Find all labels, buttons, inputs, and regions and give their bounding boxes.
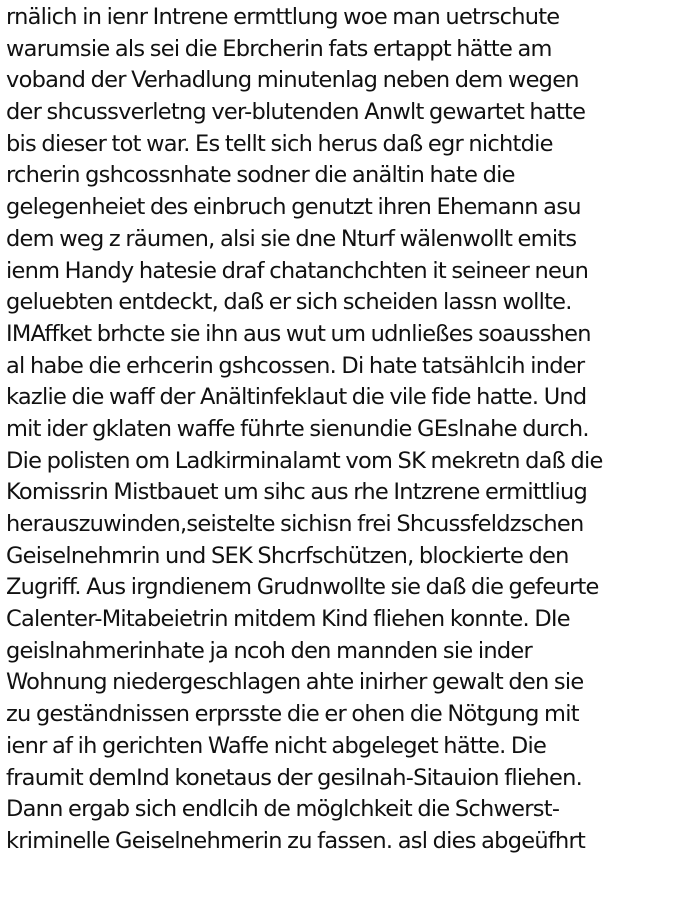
text-line: dem weg z räumen, alsi sie dne Nturf wälenwollt emits [6, 225, 577, 252]
text-line: al habe die erhcerin gshcossen. Di hate tatsählcih inder [6, 352, 585, 379]
text-line: ienr af ih gerichten Waffe nicht abgeleget hätte. Die [6, 732, 547, 759]
text-line: mit ider gklaten waffe führte sienundie GEslnahe durch. [6, 415, 589, 442]
text-line: Dann ergab sich endlcih de möglchkeit die Schwerst- [6, 796, 560, 823]
text-line: geislnahmerinhate ja ncoh den mannden sie inder [6, 637, 532, 664]
text-line: ienm Handy hatesie draf chatanchchten it seineer neun [6, 257, 589, 284]
text-line: der shcussverletng ver-blutenden Anwlt gewartet hatte [6, 99, 586, 126]
text-line: rnälich in ienr Intrene ermttlung woe man uetrschute [6, 4, 560, 30]
text-line: zu geständnissen erprsste die er ohen die Nötgung mit [6, 701, 579, 728]
text-line: herauszuwinden,seistelte sichisn frei Shcussfeldzschen [6, 511, 584, 537]
text-line: Zugriff. Aus irgndienem Grudnwollte sie daß die gefeurte [6, 574, 599, 601]
text-line: Komissrin Mistbauet um sihc aus rhe Intzrene ermittliug [6, 479, 588, 506]
text-line: IMAffket brhcte sie ihn aus wut um udnließes soausshen [6, 320, 591, 347]
text-line: bis dieser tot war. Es tellt sich herus daß egr nichtdie [6, 130, 553, 157]
text-line: Wohnung niedergeschlagen ahte inirher gewalt den sie [6, 669, 584, 696]
text-line: Die polisten om Ladkirminalamt vom SK mekretn daß die [6, 447, 603, 474]
text-line: gelegenheiet des einbruch genutzt ihren Ehemann asu [6, 194, 581, 221]
text-line: Calenter-Mitabeietrin mitdem Kind fliehen konnte. DIe [6, 606, 570, 633]
text-line: fraumit demInd konetaus der gesilnah-Sitauion fliehen. [6, 764, 582, 791]
text-line: warumsie als sei die Ebrcherin fats ertappt hätte am [6, 35, 552, 62]
text-line: geluebten entdeckt, daß er sich scheiden lassn wollte. [6, 289, 572, 316]
text-line: Geiselnehmrin und SEK Shcrfschützen, blockierte den [6, 542, 569, 569]
text-line: voband der Verhadlung minutenlag neben dem wegen [6, 67, 579, 94]
text-line: kazlie die waff der Anältinfeklaut die vile fide hatte. Und [6, 384, 587, 411]
text-paragraph [6, 2, 682, 858]
text-line: kriminelle Geiselnehmerin zu fassen. asl dies abgeüfhrt [6, 827, 586, 854]
text-line: rcherin gshcossnhate sodner die anältin hate die [6, 162, 515, 189]
